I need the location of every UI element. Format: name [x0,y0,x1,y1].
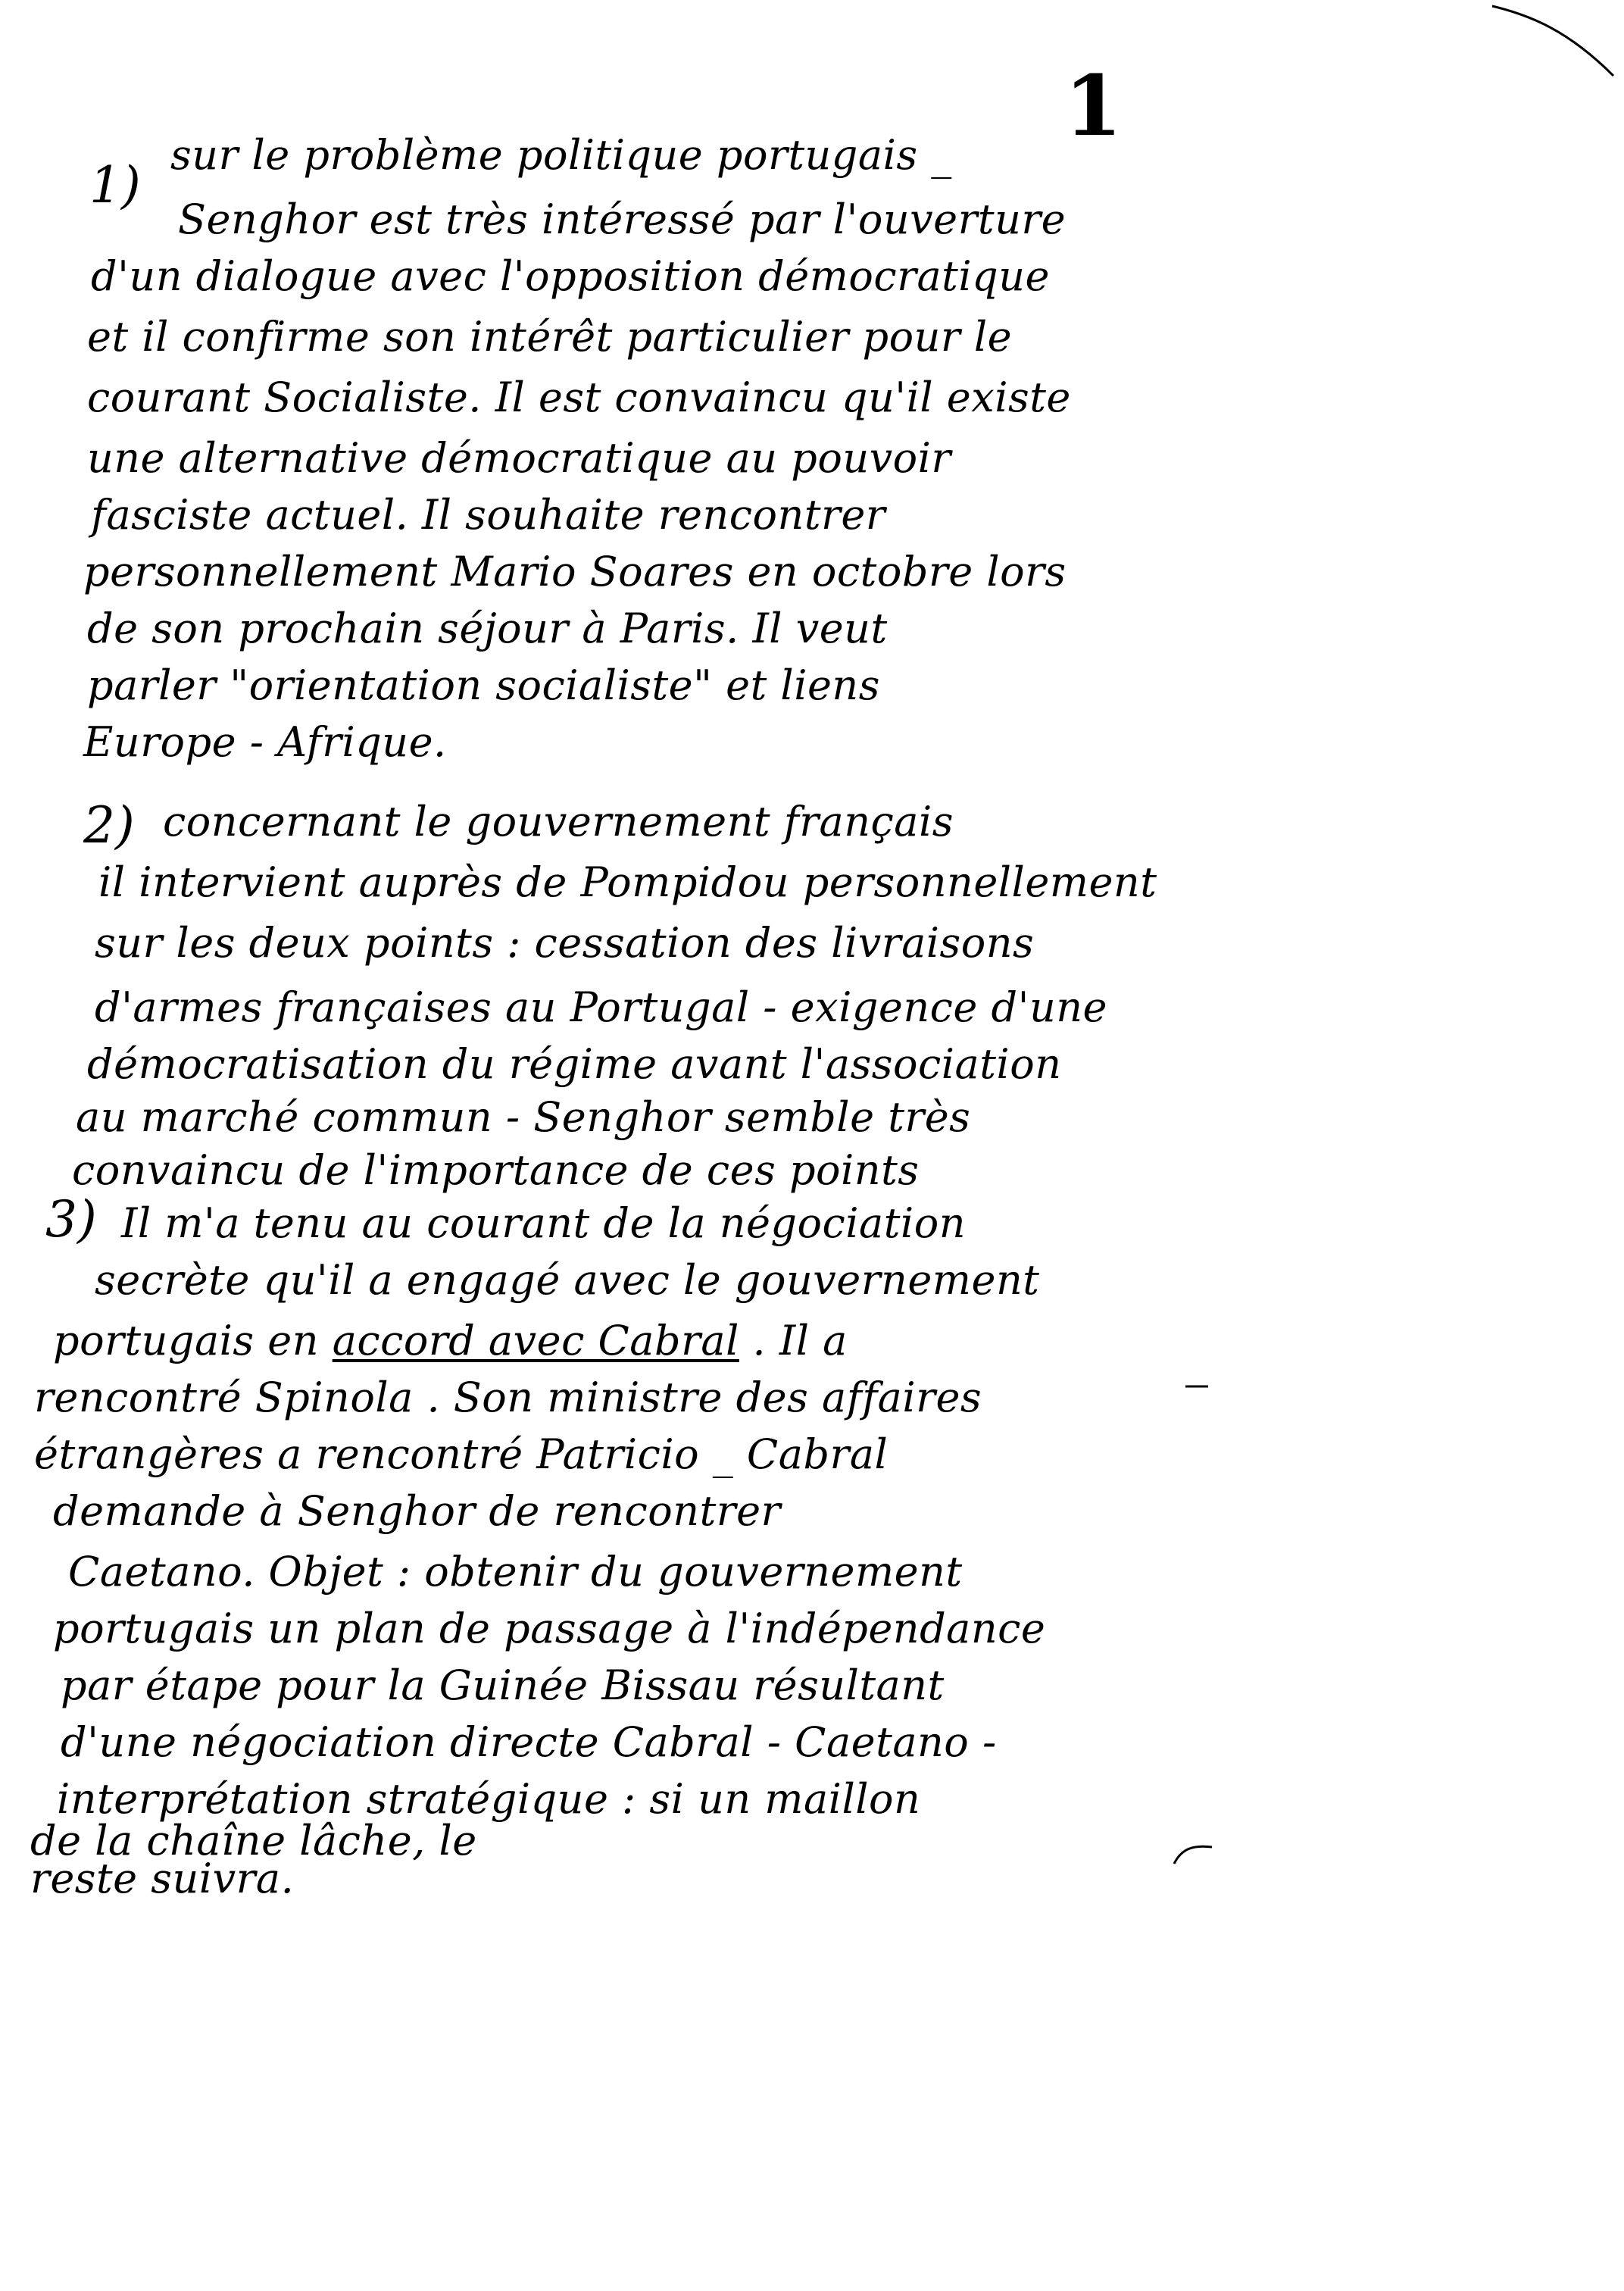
text-line: Il m'a tenu au courant de la négociation [121,1199,966,1247]
text-line: d'un dialogue avec l'opposition démocratique [91,252,1050,300]
text-line: au marché commun - Senghor semble très [76,1093,971,1141]
text-fragment: . Il a [752,1317,848,1364]
text-line: convaincu de l'importance de ces points [72,1146,920,1194]
text-line: démocratisation du régime avant l'association [87,1040,1062,1088]
text-line: et il confirme son intérêt particulier pour le [87,313,1013,361]
text-fragment: portugais en [53,1317,320,1364]
text-line: de la chaîne lâche, le [30,1817,477,1864]
text-line: demande à Senghor de rencontrer [53,1487,781,1535]
text-line: par étape pour la Guinée Bissau résultant [61,1661,945,1709]
text-line: parler "orientation socialiste" et liens [87,661,880,709]
text-line: sur le problème politique portugais _ [170,131,952,179]
margin-mark-right-1 [1182,1371,1212,1402]
text-line: secrète qu'il a engagé avec le gouvernement [95,1256,1040,1304]
text-line: de son prochain séjour à Paris. Il veut [87,605,888,652]
text-line: une alternative démocratique au pouvoir [87,434,951,482]
text-line: rencontré Spinola . Son ministre des affaires [34,1374,982,1421]
text-line: étrangères a rencontré Patricio _ Cabral [34,1430,889,1478]
page-number: 1 [1064,57,1123,155]
text-line: d'armes françaises au Portugal - exigence d'une [95,983,1107,1031]
section-number: 1) [89,156,141,214]
text-line: concernant le gouvernement français [163,798,954,845]
margin-mark-right-2 [1170,1841,1216,1871]
section-number: 3) [45,1190,97,1249]
text-line: reste suivra. [30,1855,295,1902]
text-line: portugais un plan de passage à l'indépendance [53,1605,1046,1652]
text-line: d'une négociation directe Cabral - Caetano - [61,1718,997,1766]
text-line: il intervient auprès de Pompidou personnellement [98,858,1157,906]
section-number: 2) [83,796,135,855]
text-line: Senghor est très intéressé par l'ouverture [178,195,1067,243]
underlined-phrase: accord avec Cabral [332,1317,739,1364]
text-line-with-underline [53,1314,848,1367]
text-line: courant Socialiste. Il est convaincu qu'il existe [87,373,1071,421]
text-line: Caetano. Objet : obtenir du gouvernement [68,1548,963,1596]
text-line: interprétation stratégique : si un maillon [57,1775,921,1823]
text-line: sur les deux points : cessation des livraisons [95,919,1035,967]
text-line: personnellement Mario Soares en octobre lors [83,548,1067,595]
text-line: fasciste actuel. Il souhaite rencontrer [91,491,886,539]
text-line: Europe - Afrique. [83,718,447,766]
corner-scan-mark [1485,0,1624,83]
